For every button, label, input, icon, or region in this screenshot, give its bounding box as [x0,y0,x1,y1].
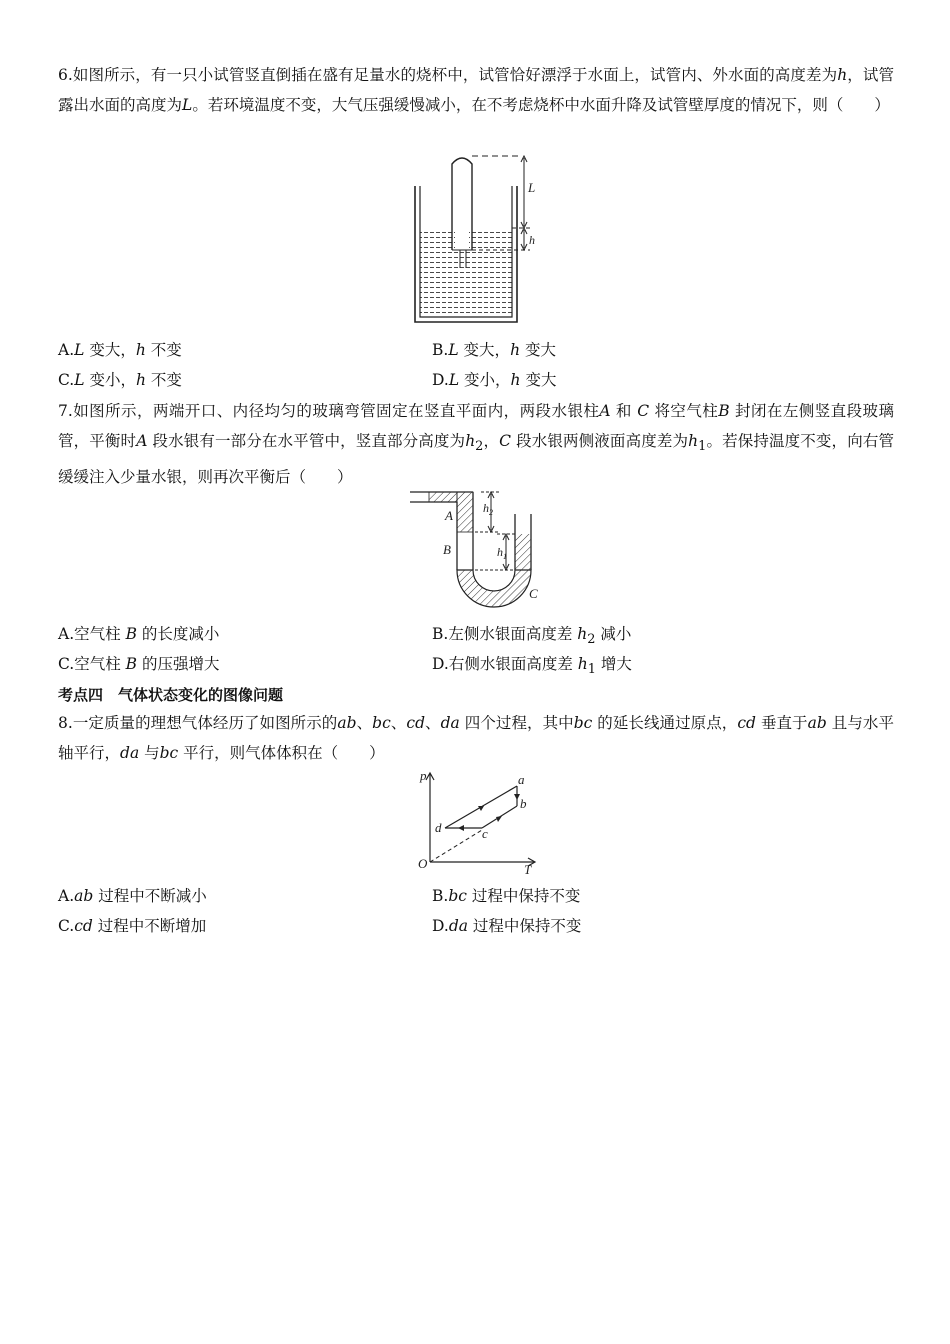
q6-figure-beaker [400,150,550,326]
q6-option-a[interactable]: A.L 变大，h 不变 [58,341,182,359]
q8-label-p: p [420,768,427,783]
q7-figure-u-tube [405,488,555,610]
q7-option-a[interactable]: A.空气柱 B 的长度减小 [58,625,220,643]
q8-label-c: c [482,826,488,841]
q8-option-d[interactable]: D.da 过程中保持不变 [432,917,582,935]
q7-label-h2: $h_2$ [483,501,493,517]
q6-option-d[interactable]: D.L 变小，h 变大 [432,371,557,389]
q8-option-b[interactable]: B.bc 过程中保持不变 [432,887,581,905]
q8-label-a: a [518,772,525,787]
section-heading: 考点四 气体状态变化的图像问题 [58,686,284,704]
q7-label-h1: $h_1$ [497,545,507,561]
q8-label-T: T [524,862,532,876]
q6-option-b[interactable]: B.L 变大，h 变大 [432,341,556,359]
q6-label-L: L [528,180,536,195]
q6-label-h: h [529,233,535,247]
q8-figure-pT-graph [412,768,542,876]
q7-option-c[interactable]: C.空气柱 B 的压强增大 [58,655,220,673]
q6-stem: 6.如图所示，有一只小试管竖直倒插在盛有足量水的烧杯中，试管恰好漂浮于水面上，试管内、外水面的高度差为h，试管露出水面的高度为L。若环境温度不变，大气压强缓慢减小，在不考虑烧杯中水面升降及试管壁厚度的情况下，则（ ） [58,66,894,114]
q8-option-c[interactable]: C.cd 过程中不断增加 [58,917,207,935]
q8-label-d: d [435,820,442,835]
q7-option-d[interactable]: D.右侧水银面高度差 $h_1$ 增大 [432,655,632,678]
q7-label-C: C [529,586,538,601]
q8-stem: 8.一定质量的理想气体经历了如图所示的ab、bc、cd、da 四个过程，其中bc 的延长线通过原点，cd 垂直于ab 且与水平轴平行，da 与bc 平行，则气体体积在（ ） [58,714,894,762]
q8-option-a[interactable]: A.ab 过程中不断减小 [58,887,207,905]
q6-option-c[interactable]: C.L 变小，h 不变 [58,371,182,389]
q7-option-b[interactable]: B.左侧水银面高度差 $h_2$ 减小 [432,625,632,648]
q8-label-O: O [418,856,428,871]
q7-label-B: B [443,542,451,557]
q8-label-b: b [520,796,527,811]
q7-stem: 7.如图所示，两端开口、内径均匀的玻璃弯管固定在竖直平面内，两段水银柱A 和 C 将空气柱B 封闭在左侧竖直段玻璃管，平衡时A 段水银有一部分在水平管中，竖直部分高度为$h_2$，C 段水银两侧液面高度差为$h_1$。若保持温度不变，向右管缓缓注入少量水银，则再次平衡后（ ） [58,402,894,487]
q7-label-A: A [445,508,453,523]
